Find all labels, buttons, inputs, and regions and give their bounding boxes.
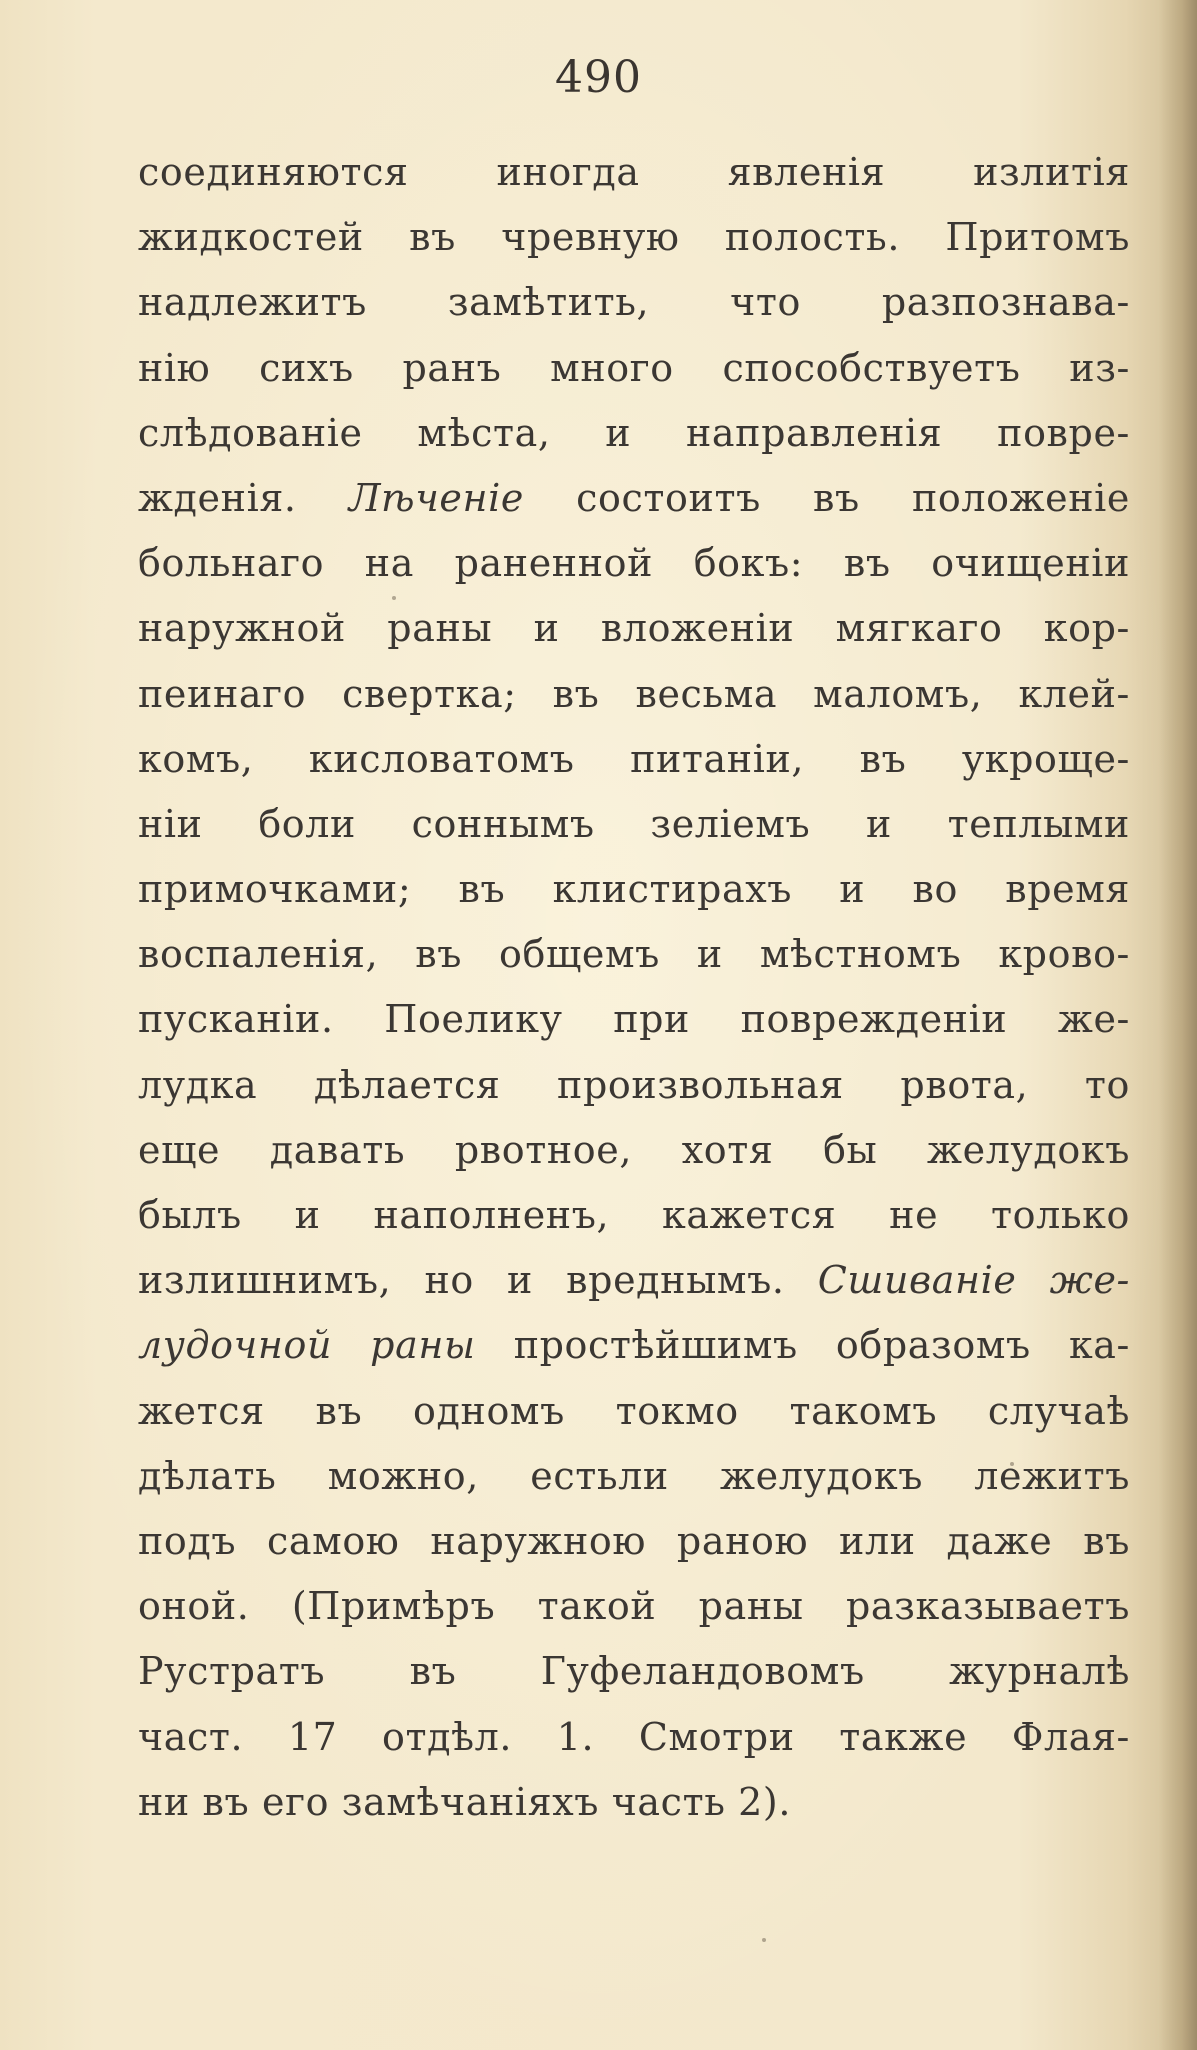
text-run: больнаго на раненной бокъ: въ очищеніи: [138, 541, 1130, 586]
text-line: [138, 1053, 1130, 1118]
text-line: [138, 1705, 1130, 1770]
text-line: [138, 727, 1130, 792]
text-line: [138, 662, 1130, 727]
text-line: [138, 1444, 1130, 1509]
text-run: Рустратъ въ Гуфеландовомъ журналѣ: [138, 1649, 1130, 1694]
text-run: былъ и наполненъ, кажется не только: [138, 1193, 1130, 1237]
text-line: [138, 1639, 1130, 1704]
text-run: пеинаго свертка; въ весьма маломъ, клей-: [138, 671, 1130, 716]
text-run: жидкостей въ чревную полость. Притомъ: [138, 215, 1130, 260]
text-line: [138, 270, 1130, 335]
text-run: пусканіи. Поелику при поврежденіи же-: [138, 997, 1130, 1042]
text-run: излишнимъ, но и вреднымъ.: [138, 1258, 818, 1303]
text-run: лудка дѣлается произвольная рвота, то: [138, 1062, 1130, 1107]
text-line: [138, 1313, 1130, 1378]
text-run: ни въ его замѣчаніяхъ часть 2).: [138, 1779, 792, 1824]
page-number: 490: [555, 52, 642, 103]
text-run: воспаленія, въ общемъ и мѣстномъ крово-: [138, 932, 1130, 977]
text-run: наружной раны и вложеніи мягкаго кор-: [138, 606, 1130, 651]
text-line: [138, 1248, 1130, 1313]
text-run: комъ, кисловатомъ питаніи, въ укроще-: [138, 736, 1130, 781]
text-line: [138, 596, 1130, 661]
text-line: [138, 792, 1130, 857]
text-line: [138, 1574, 1130, 1639]
text-run: жденія.: [138, 475, 349, 520]
text-run: слѣдованіе мѣста, и направленія повре-: [138, 410, 1130, 455]
italic-text: лудочной раны: [138, 1323, 476, 1368]
paper-speck: [392, 596, 396, 600]
italic-text: Лѣченіе: [348, 475, 524, 520]
text-run: ніи боли соннымъ зеліемъ и теплыми: [138, 801, 1130, 846]
paper-speck: [1010, 1462, 1014, 1466]
text-line: [138, 531, 1130, 596]
text-run: состоитъ въ положеніе: [524, 475, 1130, 520]
text-run: надлежитъ замѣтить, что разпознава-: [138, 280, 1130, 325]
body-text: [138, 140, 1130, 1835]
text-line: [138, 1183, 1130, 1248]
text-run: нію сихъ ранъ много способствуетъ из-: [138, 345, 1130, 390]
text-run: оной. (Примѣръ такой раны разказываетъ: [138, 1584, 1130, 1629]
text-line: [138, 987, 1130, 1052]
text-line: [138, 1118, 1130, 1183]
text-line: [138, 922, 1130, 987]
text-run: дѣлать можно, естьли желудокъ лежитъ: [138, 1453, 1130, 1498]
text-line: [138, 1770, 1130, 1835]
italic-text: Сшиваніе же-: [817, 1258, 1130, 1303]
text-run: подъ самою наружною раною или даже въ: [138, 1518, 1130, 1563]
text-line: [138, 857, 1130, 922]
text-run: жется въ одномъ токмо такомъ случаѣ: [138, 1388, 1130, 1433]
text-run: част. 17 отдѣл. 1. Смотри также Флая-: [138, 1714, 1130, 1759]
text-line: [138, 336, 1130, 401]
text-line: [138, 140, 1130, 205]
text-run: простѣйшимъ образомъ ка-: [475, 1323, 1130, 1368]
text-run: еще давать рвотное, хотя бы желудокъ: [138, 1127, 1130, 1172]
text-line: [138, 1509, 1130, 1574]
page-edge-shadow: [1159, 0, 1197, 2050]
paper-speck: [762, 1938, 766, 1942]
text-line: [138, 205, 1130, 270]
text-line: [138, 466, 1130, 531]
text-line: [138, 1379, 1130, 1444]
text-run: соединяются иногда явленія излитія: [138, 150, 1130, 194]
text-line: [138, 401, 1130, 466]
text-run: примочками; въ клистирахъ и во время: [138, 867, 1130, 912]
